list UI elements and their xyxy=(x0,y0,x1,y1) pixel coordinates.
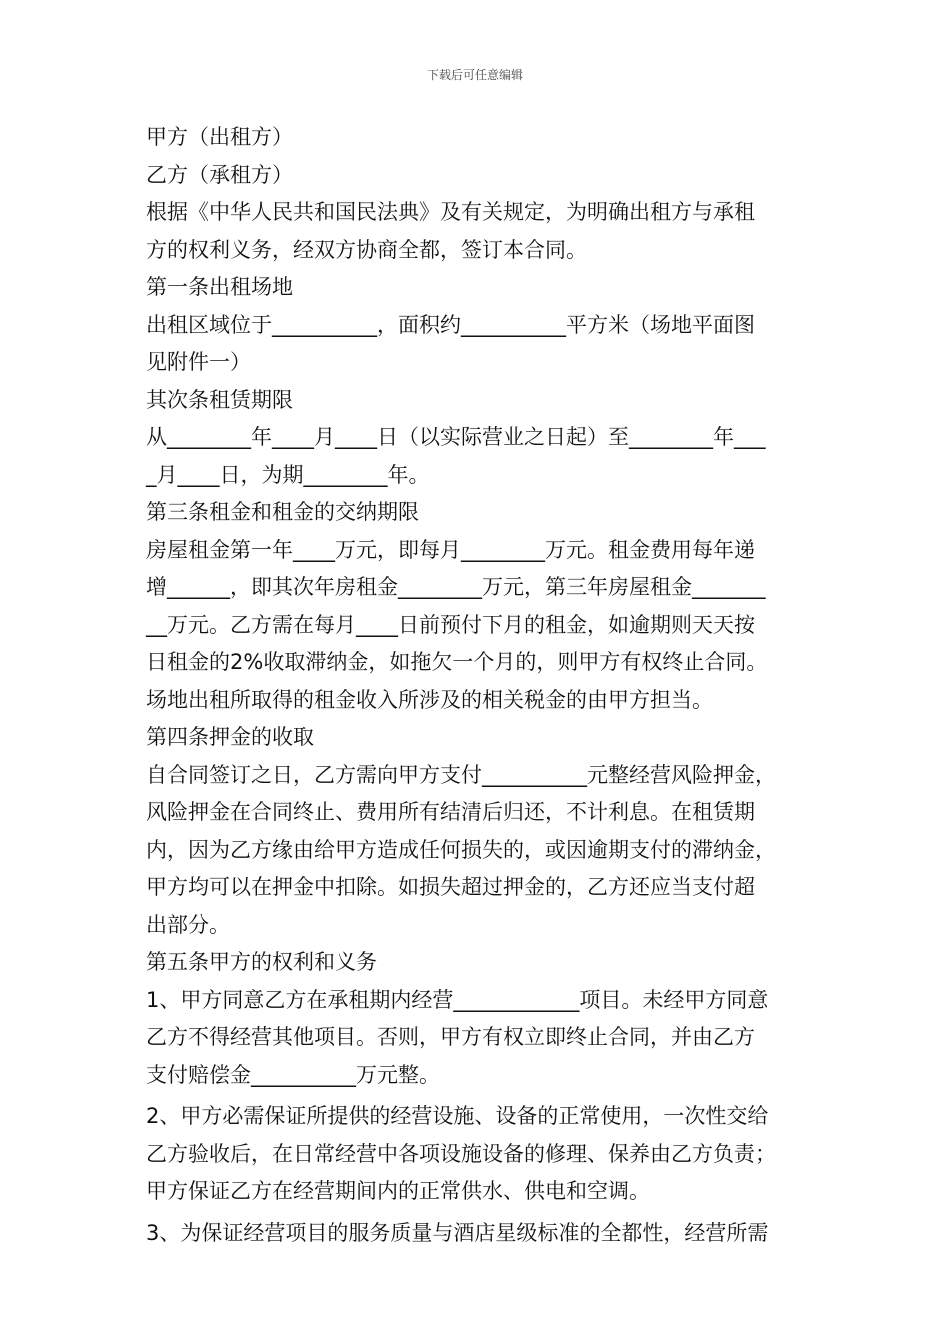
clause-line: 1、甲方同意乙方在承租期内经营____________项目。未经甲方同意 xyxy=(146,987,769,1012)
article-text-line: 房屋租金第一年____万元，即每月________万元。租金费用每年递 xyxy=(146,537,755,562)
article-text-line: 风险押金在合同终止、费用所有结清后归还，不计利息。在租赁期 xyxy=(146,800,755,824)
article-text-line: 内，因为乙方缘由给甲方造成任何损失的，或因逾期支付的滞纳金， xyxy=(146,837,776,862)
article-text-line: 增______，即其次年房租金________万元，第三年房屋租金_______ xyxy=(146,575,766,599)
clause-line: 3、为保证经营项目的服务质量与酒店星级标准的全都性，经营所需 xyxy=(146,1220,769,1245)
article-text-line: 自合同签订之日，乙方需向甲方支付__________元整经营风险押金， xyxy=(146,762,776,787)
article-text-line: 见附件一） xyxy=(146,350,251,374)
clause-line: 乙方不得经营其他项目。否则，甲方有权立即终止合同，并由乙方 xyxy=(146,1025,755,1049)
party-b-line: 乙方（承租方） xyxy=(146,162,293,187)
preamble-line: 方的权利义务，经双方协商全都，签订本合同。 xyxy=(146,237,587,262)
preamble-line: 根据《中华人民共和国民法典》及有关规定，为明确出租方与承租 xyxy=(146,200,755,224)
clause-line: 甲方保证乙方在经营期间内的正常供水、供电和空调。 xyxy=(146,1179,650,1203)
page-header-note: 下载后可任意编辑 xyxy=(426,68,523,82)
article-heading: 第三条租金和租金的交纳期限 xyxy=(146,500,419,524)
article-text-line: 场地出租所取得的租金收入所涉及的相关税金的由甲方担当。 xyxy=(146,687,713,712)
article-heading: 第五条甲方的权利和义务 xyxy=(146,950,377,974)
clause-line: 支付赔偿金__________万元整。 xyxy=(146,1062,440,1087)
article-text-line: 甲方均可以在押金中扣除。如损失超过押金的，乙方还应当支付超 xyxy=(146,875,755,899)
article-text-line: 出租区域位于__________，面积约__________平方米（场地平面图 xyxy=(146,312,755,337)
contract-body xyxy=(146,119,822,1252)
clause-line: 2、甲方必需保证所提供的经营设施、设备的正常使用，一次性交给 xyxy=(146,1104,769,1128)
clause-line: 乙方验收后，在日常经营中各项设施设备的修理、保养由乙方负责； xyxy=(146,1141,776,1166)
article-heading: 其次条租赁期限 xyxy=(146,387,293,412)
article-heading: 第一条出租场地 xyxy=(146,275,293,299)
party-a-line: 甲方（出租方） xyxy=(146,125,293,149)
article-text-line: 出部分。 xyxy=(146,912,230,937)
article-text-line: 日租金的2%收取滞纳金，如拖欠一个月的，则甲方有权终止合同。 xyxy=(146,650,768,674)
article-text-line: _月____日，为期________年。 xyxy=(146,462,430,487)
article-text-line: 从________年____月____日（以实际营业之日起）至________年___ xyxy=(146,425,766,449)
article-heading: 第四条押金的收取 xyxy=(146,725,314,749)
article-text-line: __万元。乙方需在每月____日前预付下月的租金，如逾期则天天按 xyxy=(146,612,755,637)
